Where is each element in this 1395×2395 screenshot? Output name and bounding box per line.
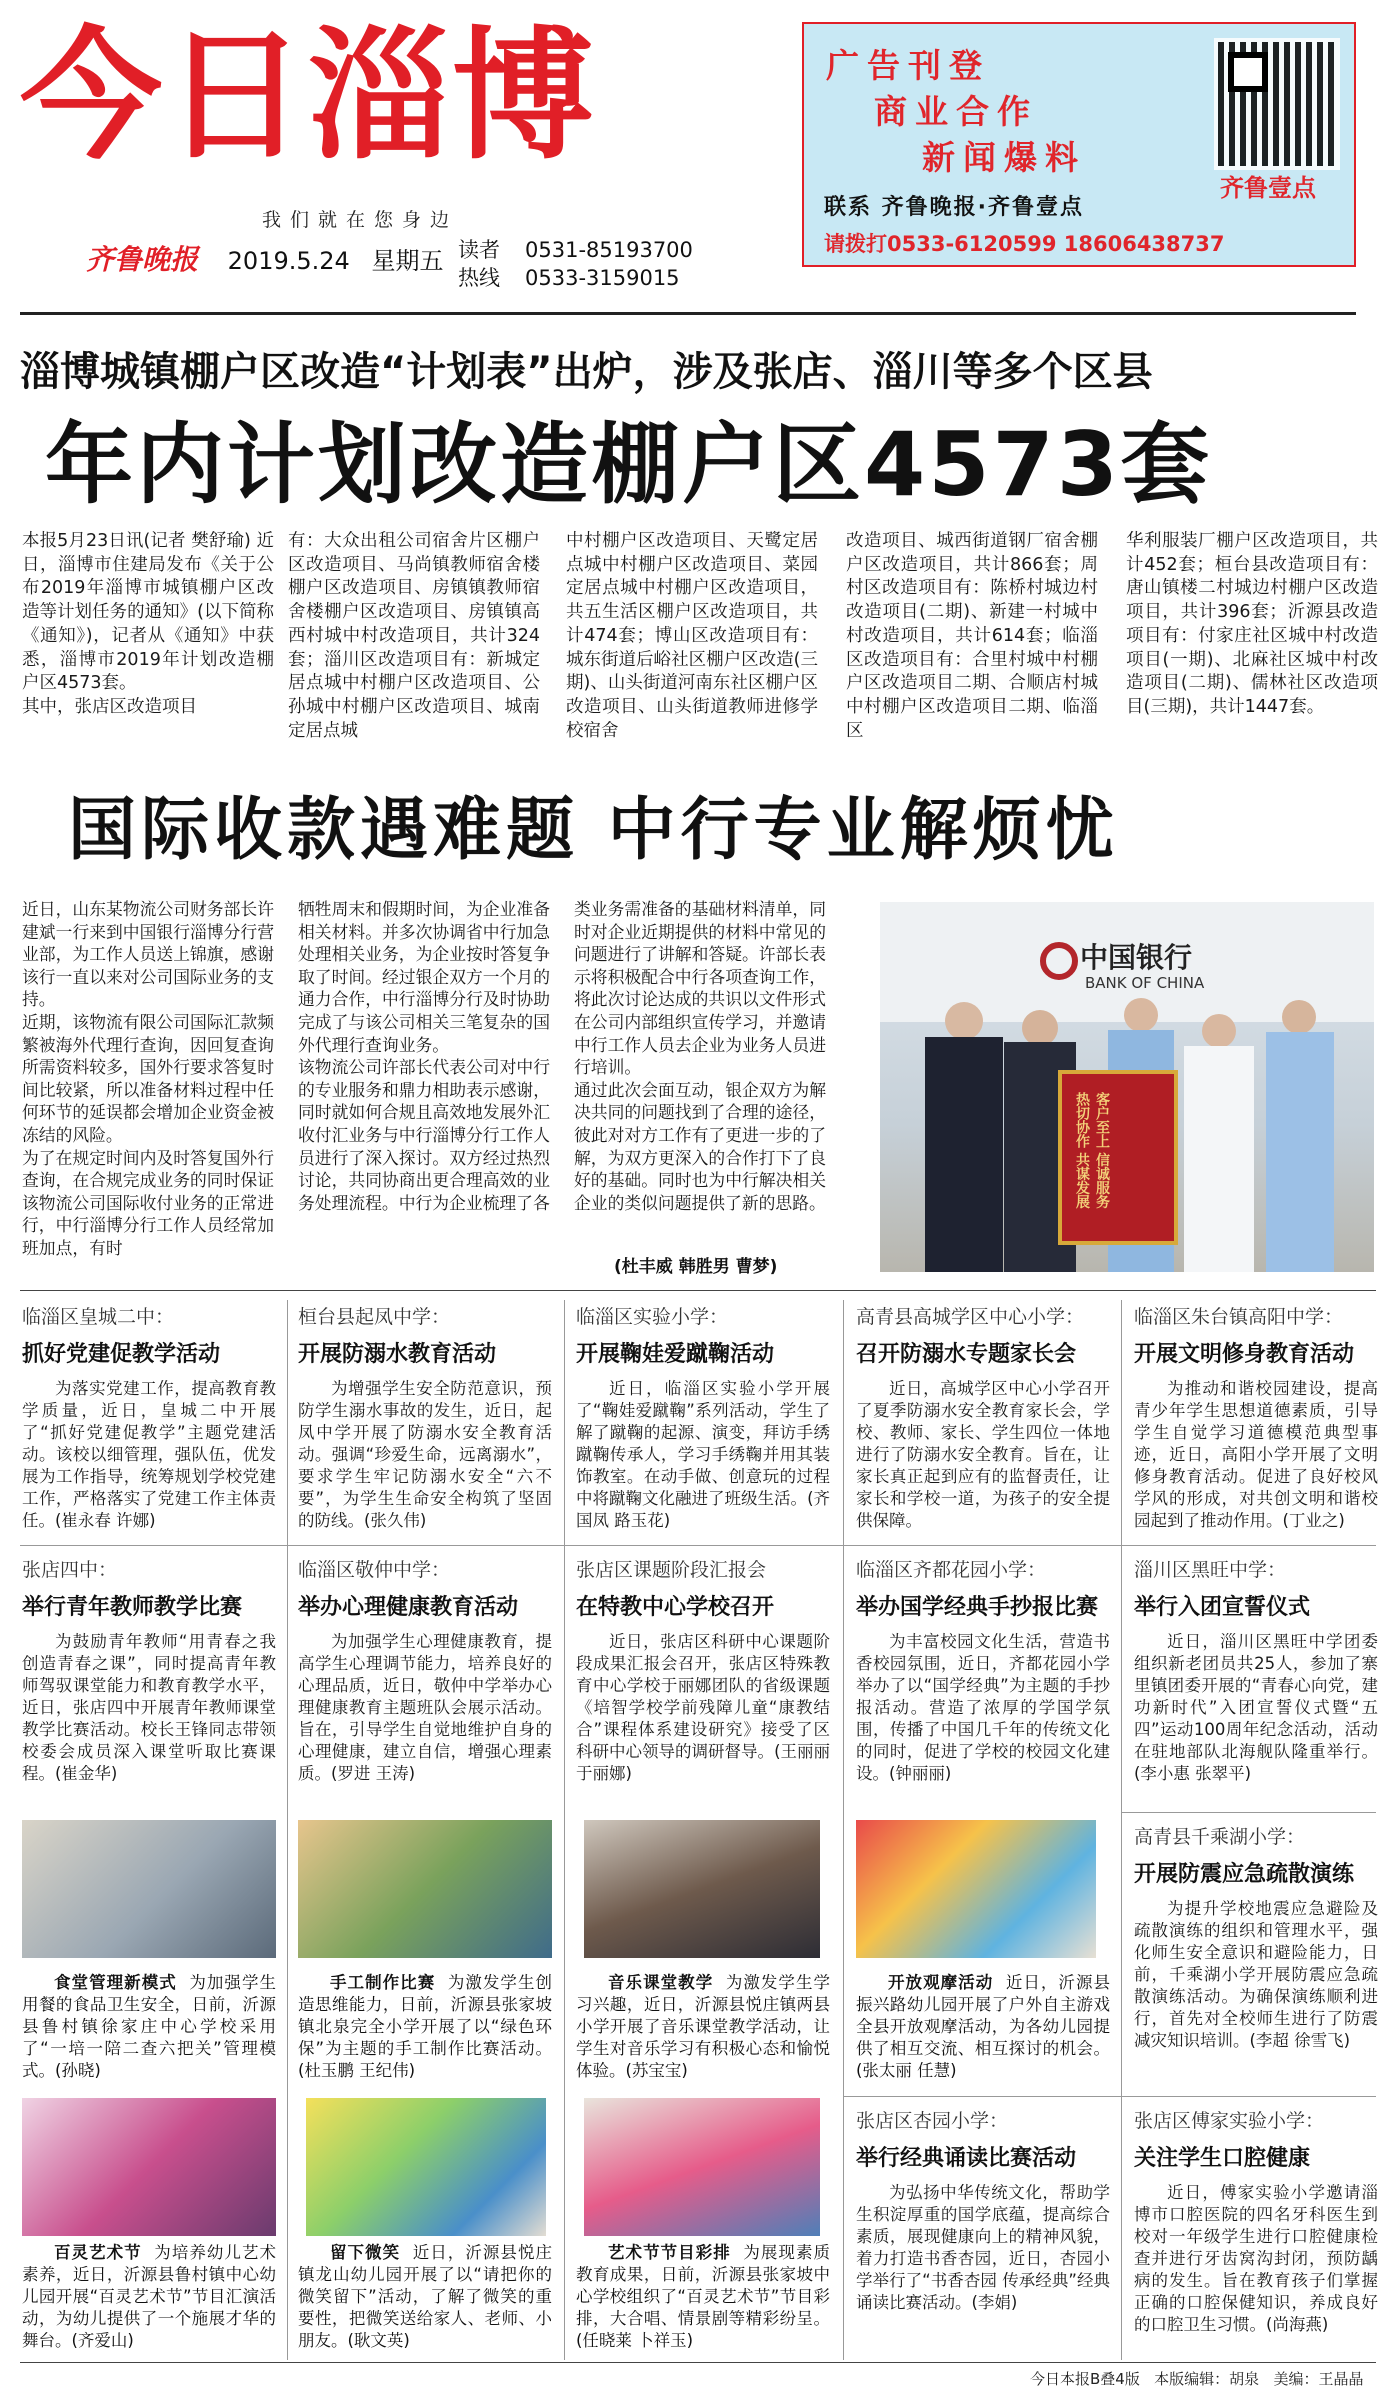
photo-rehearsal: [584, 2098, 820, 2236]
brief-9: [856, 1555, 1110, 1785]
brief-school: 高青县高城学区中心小学：: [856, 1306, 1085, 1328]
brief-school: 桓台县起凤中学：: [298, 1306, 451, 1328]
brief-byline: (张久伟): [364, 1511, 427, 1530]
issue-date: 2019.5.24: [227, 247, 350, 275]
row-rule-2: [1121, 1812, 1376, 1813]
brief-school: 张店区课题阶段汇报会: [576, 1559, 767, 1581]
brief-title: 开展防震应急疏散演练: [1134, 1862, 1355, 1887]
hotline-numbers: [525, 236, 693, 292]
brief-body-text: 为弘扬中华传统文化，帮助学生积淀厚重的国学底蕴，提高综合素质，展现健康向上的精神风貌，着力打造书香杏园，近日，杏园小学举行了“书香杏园 传承经典”经典诵读比赛活动。: [856, 2183, 1110, 2312]
ad-phone: 请拨打0533-6120599 18606438737: [824, 232, 1225, 256]
caption-label: 开放观摩活动: [888, 1973, 994, 1992]
brief-school: 临淄区敬仲中学：: [298, 1559, 451, 1581]
brief-body-text: 近日，淄川区黑旺中学团委组织新老团员共25人，参加了寨里镇团委开展的“青春心向党，建功新时代”入团宣誓仪式暨“五四”运动100周年纪念活动，活动在驻地部队北海舰队隆重举行。: [1134, 1632, 1378, 1761]
brief-body: [22, 1631, 276, 1785]
brief-school: 张店区傅家实验小学：: [1134, 2110, 1325, 2132]
footer-rule: [20, 2362, 1376, 2363]
brief-body: [576, 1631, 830, 1785]
brief-byline: (李小惠 张翠平): [1134, 1764, 1252, 1783]
caption-byline: (任晓莱 卜祥玉): [576, 2331, 694, 2350]
brief-school: 临淄区皇城二中：: [22, 1306, 175, 1328]
story1-kicker: 淄博城镇棚户区改造“计划表”出炉，涉及张店、淄川等多个区县: [20, 349, 1153, 395]
caption-label: 留下微笑: [330, 2243, 401, 2262]
bank-photo: [880, 902, 1374, 1272]
brief-6: [22, 1555, 276, 1785]
ad-line-1: 广告刊登: [826, 46, 990, 85]
brief-title: 开展文明修身教育活动: [1134, 1342, 1355, 1367]
brief-body-text: 为增强学生安全防范意识，预防学生溺水事故的发生，近日，起凤中学开展了防溺水安全教育活动。强调“珍爱生命，远离溺水”，要求学生牢记防溺水安全“六不要”，为学生生命安全构筑了坚固的防线。: [298, 1379, 552, 1530]
photo-smile: [306, 2098, 546, 2236]
brief-body-text: 近日，傅家实验小学邀请淄博市口腔医院的四名牙科医生到校对一年级学生进行口腔健康检查并进行牙齿窝沟封闭，预防龋病的发生。旨在教育孩子们掌握正确的口腔保健知识，养成良好的口腔卫生习惯。: [1134, 2183, 1378, 2334]
brief-body-text: 为鼓励青年教师“用青春之我创造青春之课”，同时提高青年教师驾驭课堂能力和教育教学水平，近日，张店四中开展青年教师课堂教学比赛活动。校长王锋同志带领校委会成员深入课堂听取比赛课程。: [22, 1632, 276, 1783]
column-rule-1: [287, 1300, 288, 2360]
person-3-head: [1124, 998, 1158, 1032]
story2-col-3: 类业务需准备的基础材料清单，同时对企业近期提供的材料中常见的问题进行了讲解和答疑。许部长表示将积极配合中行各项查询工作，将此次讨论达成的共识以文件形式在公司内部组织宣传学习，并邀请中行工作人员去企业为业务人员进行培训。 通过此次会面互动，银企双方为解决共同的问题找到了合理的途径，彼此对对方工作有了更进一步的了解，为双方更深入的合作打下了良好的基础。同时也为中行解决相关企业的类似问题提供了新的思路。: [574, 899, 826, 1213]
column-rule-2: [564, 1300, 565, 2360]
story2-headline: 国际收款遇难题 中行专业解烦忧: [68, 791, 1119, 870]
brief-body-text: 近日，临淄区实验小学开展了“鞠娃爱蹴鞠”系列活动，学生了解了蹴鞠的起源、演变，拜访手绣蹴鞠传承人，学习手绣鞠并用其装饰教室。在动手做、创意玩的过程中将蹴鞠文化融进了班级生活。: [576, 1379, 830, 1508]
photo-caption-3: [576, 1972, 830, 2082]
hotline-label: [458, 236, 500, 292]
caption-body: 为激发学生创造思维能力，日前，沂源县张家坡镇北泉完全小学开展了以“绿色环保”为主题的手工制作比赛活动。: [298, 1973, 553, 2058]
column-rule-3: [843, 1300, 844, 2360]
footer-editor: 本版编辑：胡泉: [1154, 2370, 1260, 2388]
ad-box: [802, 22, 1356, 267]
brief-4: [856, 1302, 1110, 1532]
caption-byline: (杜玉鹏 王纪伟): [298, 2061, 416, 2080]
masthead-slogan: 我们就在您身边: [262, 209, 459, 231]
brief-school: 高青县千乘湖小学：: [1134, 1826, 1306, 1848]
story1-col-1: 本报5月23日讯(记者 樊舒瑜) 近日，淄博市住建局发布《关于公布2019年淄博市城镇棚户区改造等计划任务的通知》(以下简称《通知》)，记者从《通知》中获悉，淄博市2019年计划改造棚户区4573套。 其中，张店区改造项目: [22, 531, 274, 717]
brief-10: [1134, 1555, 1378, 1785]
person-4-body: [1184, 1046, 1254, 1272]
brief-body-text: 为加强学生心理健康教育，提高学生心理调节能力，培养良好的心理品质，近日，敬仲中学举办心理健康教育主题班队会展示活动。旨在，引导学生自觉地维护自身的心理健康，建立自信，增强心理素质。: [298, 1632, 552, 1783]
ad-line-2: 商业合作: [874, 92, 1038, 131]
brief-title: 开展鞠娃爱蹴鞠活动: [576, 1342, 775, 1367]
caption-body: 为培养幼儿艺术素养，近日，沂源县鲁村镇中心幼儿园开展“百灵艺术节”节目汇演活动，为幼儿提供了一个施展才华的舞台。: [22, 2243, 277, 2350]
caption-body: 近日，沂源县振兴路幼儿园开展了户外自主游戏全县开放观摩活动，为各幼儿园提供了相互交流、相互探讨的机会。: [856, 1973, 1111, 2058]
caption-body: 为展现素质教育成果，日前，沂源县张家坡中心学校组织了“百灵艺术节”节目彩排，大合唱、情景剧等精彩纷呈。: [576, 2243, 831, 2328]
phone-2: 0533-3159015: [525, 266, 680, 290]
story1-headline: 年内计划改造棚户区4573套: [45, 413, 1212, 516]
footer: [1030, 2368, 1364, 2389]
brief-byline: (丁业之): [1282, 1511, 1345, 1530]
caption-label: 食堂管理新模式: [54, 1973, 177, 1992]
brief-byline: (李超 徐雪飞): [1249, 2031, 1351, 2050]
photo-caption-1: [22, 1972, 276, 2082]
brief-12: [856, 2106, 1110, 2314]
row-rule-1: [20, 1545, 1376, 1546]
photo-caption-6: [298, 2242, 552, 2352]
brief-byline: (尚海燕): [1266, 2315, 1329, 2334]
brief-title: 关注学生口腔健康: [1134, 2146, 1311, 2171]
column-rule-4: [1121, 1300, 1122, 2360]
brief-body: [1134, 2182, 1378, 2336]
brief-body: [1134, 1378, 1378, 1532]
caption-body: 近日，沂源县悦庄镇龙山幼儿园开展了以“请把你的微笑留下”活动，了解了微笑的重要性，把微笑送给家人、老师、小朋友。: [298, 2243, 553, 2350]
brief-body: [576, 1378, 830, 1532]
photo-caption-2: [298, 1972, 552, 2082]
brief-3: [576, 1302, 830, 1532]
brief-5: [1134, 1302, 1378, 1532]
person-4-head: [1202, 1014, 1236, 1048]
photo-caption-5: [22, 2242, 276, 2352]
photo-art-festival: [22, 2098, 276, 2236]
story2-byline: (杜丰威 韩胜男 曹梦): [614, 1257, 778, 1277]
qr-corner-icon: [1228, 52, 1268, 92]
story1-col-5: 华利服装厂棚户区改造项目，共计452套；桓台县改造项目有：唐山镇楼二村城边村棚户区改造项目，共计396套；沂源县改造项目有：付家庄社区城中村改造项目(一期)、北麻社区城中村改造项目(二期)、儒林社区改造项目(三期)，共计1447套。: [1126, 531, 1378, 717]
photo-caption-4: [856, 1972, 1110, 2082]
ad-logo: 齐鲁壹点: [1220, 174, 1316, 202]
caption-label: 音乐课堂教学: [608, 1973, 714, 1992]
caption-byline: (苏宝宝): [625, 2061, 688, 2080]
person-2-head: [1022, 1010, 1058, 1046]
brief-title: 举办国学经典手抄报比赛: [856, 1595, 1099, 1620]
caption-label: 手工制作比赛: [330, 1973, 436, 1992]
brief-byline: (钟丽丽): [889, 1764, 952, 1783]
caption-byline: (齐爱山): [71, 2331, 134, 2350]
ad-line-3: 新闻爆料: [922, 138, 1086, 177]
brief-11: [1134, 1822, 1378, 2052]
brief-school: 张店区杏园小学：: [856, 2110, 1009, 2132]
caption-label: 艺术节节目彩排: [608, 2243, 731, 2262]
brief-body: [856, 2182, 1110, 2314]
footer-designer: 美编：王晶晶: [1273, 2370, 1364, 2388]
hotline-label-1: 读者: [458, 238, 500, 262]
caption-body: 为激发学生学习兴趣，近日，沂源县悦庄镇两县小学开展了音乐课堂教学活动，让学生对音乐学习有积极心态和愉悦体验。: [576, 1973, 831, 2080]
photo-music: [584, 1820, 820, 1958]
brief-body: 近日，高城学区中心小学召开了夏季防溺水安全教育家长会，学校、教师、家长、学生四位一体地进行了防溺水安全教育。旨在，让家长真正起到应有的监督责任，让家长和学校一道，为孩子的安全提供保障。: [856, 1379, 1110, 1530]
phone-1: 0531-85193700: [525, 238, 693, 262]
photo-caption-7: [576, 2242, 830, 2352]
briefs-top-rule: [20, 1290, 1376, 1291]
brief-body-text: 近日，张店区科研中心课题阶段成果汇报会召开，张店区特殊教育中心学校于丽娜团队的省级课题《培智学校学前残障儿童“康教结合”课程体系建设研究》接受了区科研中心领导的调研督导。: [576, 1632, 830, 1761]
masthead-title: 今日淄博: [20, 14, 596, 179]
dateline: [86, 238, 443, 278]
brief-body: [298, 1378, 552, 1532]
person-5-body: [1266, 1032, 1334, 1272]
brief-body: [298, 1631, 552, 1785]
brief-body-text: 为提升学校地震应急避险及疏散演练的组织和管理水平，强化师生安全意识和避险能力，日前，千乘湖小学开展防震应急疏散演练活动。为确保演练顺利进行，首先对全校师生进行了防震减灾知识培训。: [1134, 1899, 1378, 2050]
person-5-head: [1282, 1000, 1316, 1034]
brief-title: 举行经典诵读比赛活动: [856, 2146, 1077, 2171]
brief-school: 临淄区齐都花园小学：: [856, 1559, 1047, 1581]
ad-contact: 联系 齐鲁晚报·齐鲁壹点: [824, 195, 1085, 220]
bank-sign-en: BANK OF CHINA: [1085, 974, 1205, 992]
brief-byline: (齐国凤 路玉花): [576, 1489, 831, 1530]
brief-13: [1134, 2106, 1378, 2336]
brief-title: 举行入团宣誓仪式: [1134, 1595, 1311, 1620]
row-rule-3: [843, 2096, 1376, 2097]
brief-school: 临淄区朱台镇高阳中学：: [1134, 1306, 1344, 1328]
story1-col-2: 有：大众出租公司宿舍片区棚户区改造项目、马尚镇教师宿舍楼棚户区改造项目、房镇镇教师宿舍楼棚户区改造项目、房镇镇高西村城中村改造项目，共计324套；淄川区改造项目有：新城定居点城中村棚户区改造项目、公孙城中村棚户区改造项目、城南定居点城: [288, 531, 540, 741]
brief-title: 在特教中心学校召开: [576, 1595, 775, 1620]
brief-school: 淄川区黑旺中学：: [1134, 1559, 1287, 1581]
person-1-body: [925, 1037, 1003, 1272]
brief-title: 召开防溺水专题家长会: [856, 1342, 1077, 1367]
caption-body: 为加强学生用餐的食品卫生安全，日前，沂源县鲁村镇徐家庄中心学校采用了“一培一陪二查六把关”管理模式。: [22, 1973, 277, 2080]
brief-title: 开展防溺水教育活动: [298, 1342, 497, 1367]
brief-byline: (罗进 王涛): [331, 1764, 416, 1783]
brief-title: 举行青年教师教学比赛: [22, 1595, 243, 1620]
top-rule: [20, 312, 1356, 315]
story1-col-3: 中村棚户区改造项目、天鹭定居点城中村棚户区改造项目、菜园定居点城中村棚户区改造项目，共五生活区棚户区改造项目，共计474套；博山区改造项目有：城东街道后峪社区棚户区改造(三期)、山头街道河南东社区棚户区改造项目、山头街道教师进修学校宿舍: [566, 531, 818, 741]
brief-school: 张店四中：: [22, 1559, 118, 1581]
story1-col-4: 改造项目、城西街道钢厂宿舍棚户区改造项目，共计866套；周村区改造项目有：陈桥村城边村改造项目(二期)、新建一村城中村改造项目，共计614套；临淄区改造项目有：合里村城中村棚户区改造项目二期、合顺店村城中村棚户区改造项目二期、临淄区: [846, 531, 1098, 741]
brief-7: [298, 1555, 552, 1785]
caption-byline: (孙晓): [55, 2061, 101, 2080]
brief-8: [576, 1555, 830, 1785]
brief-body: [1134, 1631, 1378, 1785]
banner-text: 客户至上 信诚服务 热切协作 共谋发展: [1074, 1092, 1110, 1209]
brief-body: [1134, 1898, 1378, 2052]
photo-handcraft: [298, 1820, 552, 1958]
story2-col-1: 近日，山东某物流公司财务部长许建斌一行来到中国银行淄博分行营业部，为工作人员送上锦旗，感谢该行一直以来对公司国际业务的支持。 近期，该物流有限公司国际汇款频繁被海外代理行查询，因回复查询所需资料较多，国外行要求答复时间比较紧，所以准备材料过程中任何环节的延误都会增加企业资金被冻结的风险。 为了在规定时间内及时答复国外行查询，在合规完成业务的同时保证该物流公司国际收付业务的正常进行，中行淄博分行工作人员经常加班加点，有时: [22, 899, 274, 1258]
photo-kindergarten: [856, 1820, 1096, 1958]
caption-byline: (耿文英): [347, 2331, 410, 2350]
brief-byline: (崔金华): [55, 1764, 118, 1783]
brief-body-text: 为丰富校园文化生活，营造书香校园氛围，近日，齐都花园小学举办了以“国学经典”为主题的手抄报活动。营造了浓厚的学国学氛围，传播了中国几千年的传统文化的同时，促进了学校的校园文化建设。: [856, 1632, 1110, 1783]
brand-logo: 齐鲁晚报: [86, 243, 199, 276]
brief-1: [22, 1302, 276, 1532]
brief-school: 临淄区实验小学：: [576, 1306, 729, 1328]
brief-byline: (李娟): [971, 2293, 1018, 2312]
caption-byline: (张太丽 任慧): [856, 2061, 957, 2080]
hotline-label-2: 热线: [458, 266, 500, 290]
brief-title: 抓好党建促教学活动: [22, 1342, 221, 1367]
brief-body-text: 为推动和谐校园建设，提高青少年学生思想道德素质，引导学生自觉学习道德模范典型事迹，近日，高阳小学开展了文明修身教育活动。促进了良好校风学风的形成，对共创文明和谐校园起到了推动作用。: [1134, 1379, 1378, 1530]
brief-2: [298, 1302, 552, 1532]
brief-byline: (王丽丽 于丽娜): [576, 1742, 831, 1783]
brief-body-text: 为落实党建工作，提高教育教学质量，近日，皇城二中开展了“抓好党建促教学”主题党建活动。该校以细管理，强队伍，优发展为工作指导，统筹规划学校党建工作，严格落实了党建工作主体责任。: [22, 1379, 276, 1530]
photo-canteen: [22, 1820, 276, 1958]
brief-body: [22, 1378, 276, 1532]
story2-col-2: 牺牲周末和假期时间，为企业准备相关材料。并多次协调省中行加急处理相关业务，为企业按时答复争取了时间。经过银企双方一个月的通力合作，中行淄博分行及时协助完成了与该公司相关三笔复杂的国外代理行查询业务。 该物流公司许部长代表公司对中行的专业服务和鼎力相助表示感谢，同时就如何合规且高效地发展外汇收付汇业务与中行淄博分行工作人员进行了深入探讨。双方经过热烈讨论，共同协商出更合理高效的业务处理流程。中行为企业梳理了各: [298, 899, 550, 1213]
silk-banner: [1058, 1070, 1178, 1245]
bank-sign: 中国银行: [1080, 941, 1193, 974]
brief-body: [856, 1631, 1110, 1785]
boc-logo-icon: [1040, 942, 1078, 980]
issue-weekday: 星期五: [371, 247, 444, 275]
brief-title: 举办心理健康教育活动: [298, 1595, 519, 1620]
footer-edition: 今日本报B叠4版: [1030, 2370, 1140, 2388]
brief-byline: (崔永春 许娜): [55, 1511, 156, 1530]
person-1-head: [945, 1002, 983, 1040]
caption-label: 百灵艺术节: [54, 2243, 142, 2262]
